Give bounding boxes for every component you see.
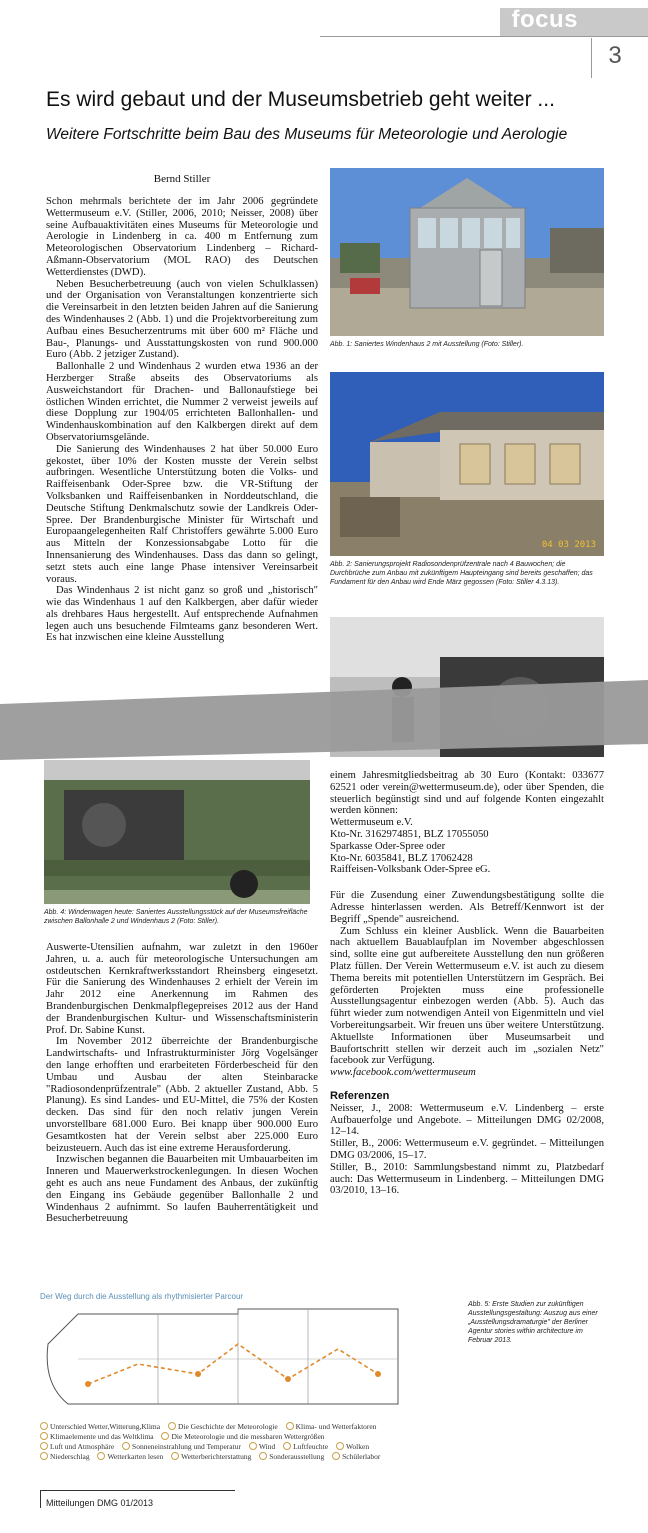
- legend-item: Die Meteorologie und die messbaren Wettergrößen: [161, 1432, 324, 1442]
- paragraph: Neben Besucherbetreuung (auch von vielen Schulklassen) und der Organisation von Veranstaltungen konzentrierte sich die Vereinsarbeit in den letzten beiden Jahren auf die Sanierung des Windenhauses 2 (Abb. 1) und die Projektvorbereitung zum Aufbau eines Besucherzentrums mit über 600 m² Fläche und Bau-, Planungs- und Ausstattungskosten von rund 900.000 Euro (Abb. 2 jetziger Zustand).: [46, 278, 318, 361]
- caption-fig4: Abb. 4: Windenwagen heute: Saniertes Ausstellungsstück auf der Museumsfreifläche zwischen Ballonhalle 2 und Windenhaus 2 (Foto: Stiller).: [44, 909, 308, 925]
- bank-line: Raiffeisen-Volksbank Oder-Spree eG.: [330, 864, 491, 876]
- reference-item: Neisser, J., 2008: Wettermuseum e.V. Lindenberg – erste Aufbauerfolge und Angebote. – Mitteilungen DMG 02/2008, 12–14.: [330, 1102, 604, 1138]
- right-column-lower: [330, 770, 604, 1197]
- photo-date-stamp: 04 03 2013: [541, 540, 596, 550]
- floorplan-drawing: [38, 1304, 418, 1414]
- section-label: focus: [511, 6, 578, 33]
- legend-item: Klima- und Wetterfaktoren: [286, 1422, 377, 1432]
- legend-item: Unterschied Wetter,Witterung,Klima: [40, 1422, 160, 1432]
- bank-line: Kto-Nr. 3162974851, BLZ 17055050: [330, 828, 489, 840]
- legend-item: Die Geschichte der Meteorologie: [168, 1422, 278, 1432]
- header-divider: [320, 36, 648, 37]
- page-number: 3: [608, 42, 622, 69]
- left-column-upper: [46, 196, 318, 696]
- photo-windenwagen-heute: [44, 760, 310, 904]
- bank-line: Kto-Nr. 6035841, BLZ 17062428: [330, 852, 473, 864]
- paragraph: Schon mehrmals berichtete der im Jahr 2006 gegründete Wettermuseum e.V. (Stiller, 2006, 2010; Neisser, 2008) über seine Aufbauaktivitäten eines Museums für Meteorologie und Aerologie in Lindenberg in ca. 400 m Entfernung zum Meteorologischen Observatorium Lindenberg – Richard-Aßmann-Observatorium (MOL RAO) des Deutschen Wetterdienstes (DWD).: [46, 196, 318, 278]
- legend-item: Klimaelemente und das Weltklima: [40, 1432, 154, 1442]
- caption-fig1: Abb. 1: Saniertes Windenhaus 2 mit Ausstellung (Foto: Stiller).: [330, 341, 524, 348]
- reference-item: Stiller, B., 2010: Sammlungsbestand nimmt zu, Platzbedarf auch: Das Wettermuseum in Lindenberg. – Mitteilungen DMG 03/2010, 13–16.: [330, 1161, 604, 1197]
- photo-barrack-illustration: [330, 372, 604, 556]
- legend-item: Sonderausstellung: [259, 1452, 324, 1462]
- legend-item: Niederschlag: [40, 1452, 90, 1462]
- legend-item: Sonneneinstrahlung und Temperatur: [122, 1442, 241, 1452]
- photo-winch-wagon-illustration: [44, 760, 310, 904]
- reference-item: Stiller, B., 2006: Wettermuseum e.V. gegründet. – Mitteilungen DMG 03/2006, 15–17.: [330, 1138, 604, 1161]
- legend-item: Wetterkarten lesen: [97, 1452, 163, 1462]
- footer-tick: [40, 1490, 41, 1508]
- article-subtitle: Weitere Fortschritte beim Bau des Museums für Meteorologie und Aerologie: [46, 126, 568, 143]
- paragraph: Zum Schluss ein kleiner Ausblick. Wenn die Bauarbeiten nach aktuellem Bauablaufplan im November abgeschlossen sind, sollte eine gut aufbereitete Ausstellung den nun größeren Platz füllen. Der Verein Wettermuseum e.V. ist auch zu diesem Thema bereits mit potentiellen Unterstützern im Gespräch. Bei geförderten Projekten muss eine professionelle Ausstellungsagentur einbezogen werden (Abb. 5). Auch das führt wieder zum notwendigen Anteil von Eigenmitteln und viel Vorbereitungsarbeit. Wir freuen uns über weitere Unterstützung. Aktuellste Informationen über Museumsarbeit und Baufortschritt stellen wir derzeit auch im „sozialen Netz" facebook zur Verfügung.: [330, 925, 604, 1067]
- footer-journal: Mitteilungen DMG 01/2013: [46, 1498, 154, 1508]
- paragraph: Ballonhalle 2 und Windenhaus 2 wurden etwa 1936 an der Herzberger Straße abseits des Observatoriums als Ausweichstandort für Drachen- und Ballonaufstiege bei östlichen Winden errichtet, die Nummer 2 verweist jeweils auf diese Dopplung zur 1904/05 errichteten Ballonhallen- und Windenhauskombination auf den Kalkbergen direkt auf dem Observatoriumsgelände.: [46, 361, 318, 443]
- floorplan-figure: [32, 1282, 460, 1482]
- photo-windenhaus-2: [330, 168, 604, 336]
- footer-rule: [40, 1490, 235, 1491]
- bank-line: Sparkasse Oder-Spree oder: [330, 840, 446, 852]
- references-heading: Referenzen: [330, 1089, 390, 1102]
- paragraph: Für die Zusendung einer Zuwendungsbestätigung sollte die Adresse hinterlassen werden. Als Betreff/Kennwort ist der Begriff „Spende" ausreichend.: [330, 890, 604, 925]
- floorplan-title: Der Weg durch die Ausstellung als rhythmisierter Parcour: [40, 1292, 244, 1301]
- author: Bernd Stiller: [153, 173, 211, 185]
- paragraph: Im November 2012 überreichte der Brandenburgische Landwirtschafts- und Infrastrukturminister Jörg Vogelsänger den lange erhofften und erarbeiteten Förderbescheid für den Umbau und Ausbau der alten Steinbaracke "Radiosondenprüfzentrale" (Abb. 2 aktueller Zustand, Abb. 5 Planung). Es sind Landes- und EU-Mittel, die 75% der Kosten decken. Das sind für den noch relativ jungen Verein unvorstellbare 681.000 Euro. Bei knapp über 900.000 Euro Gesamtkosten hat der Verein selbst aber 225.000 Euro beizusteuern. Auch das ist eine extreme Herausforderung.: [46, 1036, 318, 1154]
- left-column-lower: [46, 942, 318, 1264]
- page-number-divider: [591, 38, 592, 78]
- paragraph: Auswerte-Utensilien aufnahm, war zuletzt in den 1960er Jahren, u. a. auch für meteorologische Untersuchungen am ostdeutschen Kernkraftwerksstandort Rheinsberg eingesetzt. Für die Sanierung des Windenhauses 2 erhielt der Verein im Jahr 2012 eine Anerkennung im Rahmen des Brandenburgischen Denkmalpflegepreises 2012 aus der Hand der Brandenburgischen Kultur- und Wissenschaftsministerin Prof. Dr. Sabine Kunst.: [46, 942, 318, 1036]
- floorplan-legend: [40, 1422, 400, 1462]
- article-title: Es wird gebaut und der Museumsbetrieb geht weiter ...: [46, 88, 555, 111]
- legend-item: Wind: [249, 1442, 275, 1452]
- caption-fig2: Abb. 2: Sanierungsprojekt Radiosondenprüfzentrale nach 4 Bauwochen; die Durchbrüche zum Anbau mit zukünftigem Haupteingang sind bereits geschaffen; das Fundament für den Anbau wird Ende März gegossen (Foto: Stiller 4.3.13).: [330, 561, 593, 586]
- legend-item: Schülerlabor: [332, 1452, 380, 1462]
- facebook-link[interactable]: www.facebook.com/wettermuseum: [330, 1067, 476, 1079]
- legend-item: Luftfeuchte: [283, 1442, 328, 1452]
- legend-item: Wetterberichterstattung: [171, 1452, 251, 1462]
- paragraph: Die Sanierung des Windenhauses 2 hat über 50.000 Euro gekostet, über 10% der Kosten musste der Verein selbst aufbringen. Wesentliche Unterstützung boten die Volks- und Raiffeisenbank Oder-Spree bzw. die VR-Stiftung der Volksbanken und Raiffeisenbanken in Norddeutschland, die Deutsche Stiftung Denkmalschutz sowie der Landkreis Oder-Spree. Der Brandenburgische Minister für Wirtschaft und Europaangelegenheiten Ralf Christoffers gewährte 5.000 Euro aus Mitteln der Konzessionsabgabe Lotto für die Innensanierung des Windenhauses. Dass das dann so gelingt, setzt stets auch eine lange Phase intensiver Vereinsarbeit voraus.: [46, 443, 318, 585]
- legend-item: Wolken: [336, 1442, 369, 1452]
- caption-fig5: Abb. 5: Erste Studien zur zukünftigen Ausstellungsgestaltung: Auszug aus einer „Ausstellungsdramaturgie" der Berliner Agentur stories within architecture im Februar 2013.: [468, 1301, 598, 1344]
- photo-radiosondenpruefzentrale: [330, 372, 604, 556]
- paragraph: Das Windenhaus 2 ist nicht ganz so groß und „historisch" wie das Windenhaus 1 auf den Kalkbergen, aber dafür wieder als drehbares Haus hergestellt. Auf entsprechende Aufnahmen legen auch uns besuchende Filmteams ganz besonderen Wert. Es hat inzwischen eine kleine Ausstellung: [46, 585, 318, 644]
- bank-line: Wettermuseum e.V.: [330, 817, 413, 829]
- paragraph: Inzwischen begannen die Bauarbeiten mit Umbauarbeiten im Inneren und Mauerwerkstrockenlegungen. In diesen Wochen geht es auch ans neue Fundament des Anbaus, der zukünftig den Eingang ins Gebäude gegenüber Ballonhalle 2 und Windenhaus 2 aufnimmt. So laufen Bauherrentätigkeit und Besucherbetreuung: [46, 1154, 318, 1225]
- photo-windenhaus-illustration: [330, 168, 604, 336]
- paragraph: einem Jahresmitgliedsbeitrag ab 30 Euro (Kontakt: 033677 62521 oder verein@wettermuseum.de), oder über Spenden, die steuerlich begünstigt sind und auf folgende Konten eingezahlt werden können:: [330, 770, 604, 817]
- legend-item: Luft und Atmosphäre: [40, 1442, 114, 1452]
